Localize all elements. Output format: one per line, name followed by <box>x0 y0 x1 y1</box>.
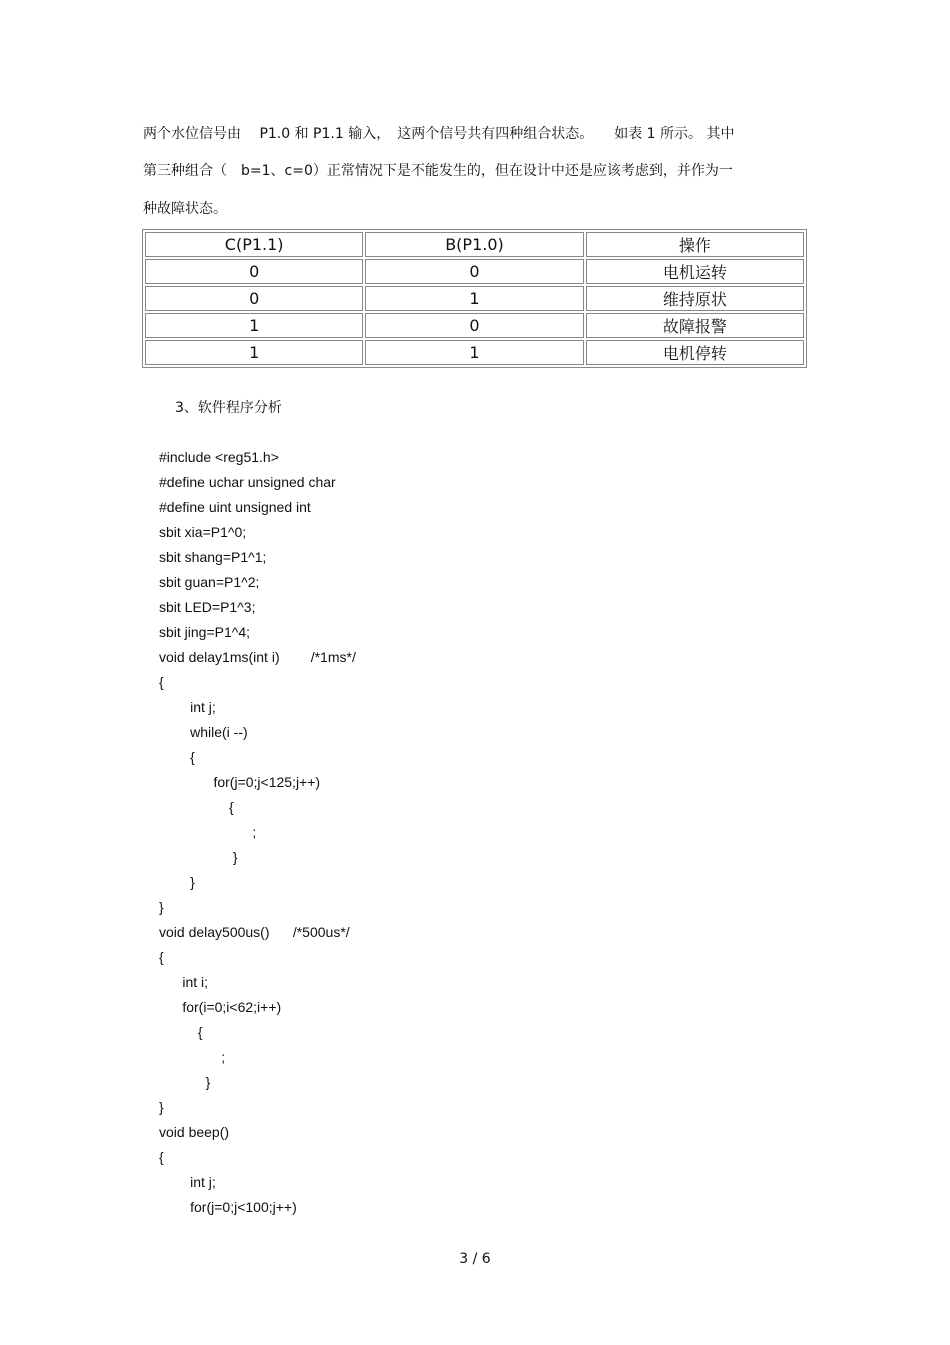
code-line: ; <box>159 1049 226 1065</box>
code-line: { <box>159 749 195 765</box>
code-line: while(i --) <box>159 724 248 740</box>
code-line: sbit jing=P1^4; <box>159 624 251 640</box>
code-line: ; <box>159 824 257 840</box>
table-row <box>145 313 804 338</box>
header-cell-b: B(P1.0) <box>365 232 583 257</box>
code-line: { <box>159 799 234 815</box>
table-cell: 维持原状 <box>586 286 804 311</box>
table-row <box>145 259 804 284</box>
page-number: 3 / 6 <box>459 1251 491 1267</box>
code-line: void beep() <box>159 1124 230 1140</box>
code-line: #include <reg51.h> <box>159 449 279 465</box>
table-cell: 0 <box>365 313 583 338</box>
header-cell-c: C(P1.1) <box>145 232 363 257</box>
code-line: int i; <box>159 974 209 990</box>
code-line: int j; <box>159 1174 216 1190</box>
code-line: } <box>159 899 164 915</box>
table-cell: 0 <box>365 259 583 284</box>
table-cell: 0 <box>145 259 363 284</box>
table-row <box>145 286 804 311</box>
header-cell-operation: 操作 <box>586 232 804 257</box>
code-line: void delay500us() /*500us*/ <box>159 924 350 940</box>
table-header-row <box>145 232 804 257</box>
table-cell: 电机停转 <box>586 340 804 365</box>
code-line: { <box>159 949 164 965</box>
table-cell: 0 <box>145 286 363 311</box>
code-line: } <box>159 874 195 890</box>
table-cell: 1 <box>145 340 363 365</box>
table-cell: 故障报警 <box>586 313 804 338</box>
table-row <box>145 340 804 365</box>
code-line: int j; <box>159 699 216 715</box>
intro-paragraph-line-3: 种故障状态。 <box>143 201 227 217</box>
code-line: sbit LED=P1^3; <box>159 599 256 615</box>
code-line: } <box>159 849 238 865</box>
code-line: for(i=0;i<62;i++) <box>159 999 282 1015</box>
code-line: } <box>159 1099 164 1115</box>
table-cell: 电机运转 <box>586 259 804 284</box>
code-line: sbit xia=P1^0; <box>159 524 247 540</box>
table-cell: 1 <box>145 313 363 338</box>
code-line: { <box>159 1024 203 1040</box>
section-heading: 3、软件程序分析 <box>175 400 282 416</box>
code-line: #define uint unsigned int <box>159 499 311 515</box>
code-line: void delay1ms(int i) /*1ms*/ <box>159 649 356 665</box>
code-line: sbit guan=P1^2; <box>159 574 260 590</box>
code-line: sbit shang=P1^1; <box>159 549 267 565</box>
intro-paragraph-line-1: 两个水位信号由 P1.0 和 P1.1 输入， 这两个信号共有四种组合状态。 如表 1 所示。 其中 <box>143 126 735 142</box>
code-line: for(j=0;j<100;j++) <box>159 1199 297 1215</box>
state-table <box>142 229 807 368</box>
code-line: } <box>159 1074 211 1090</box>
table-cell: 1 <box>365 340 583 365</box>
code-line: for(j=0;j<125;j++) <box>159 774 321 790</box>
table-cell: 1 <box>365 286 583 311</box>
intro-paragraph-line-2: 第三种组合（ b=1、c=0）正常情况下是不能发生的，但在设计中还是应该考虑到，并作为一 <box>143 163 733 179</box>
code-line: { <box>159 674 164 690</box>
code-line: { <box>159 1149 164 1165</box>
code-block <box>159 447 356 1222</box>
code-line: #define uchar unsigned char <box>159 474 336 490</box>
